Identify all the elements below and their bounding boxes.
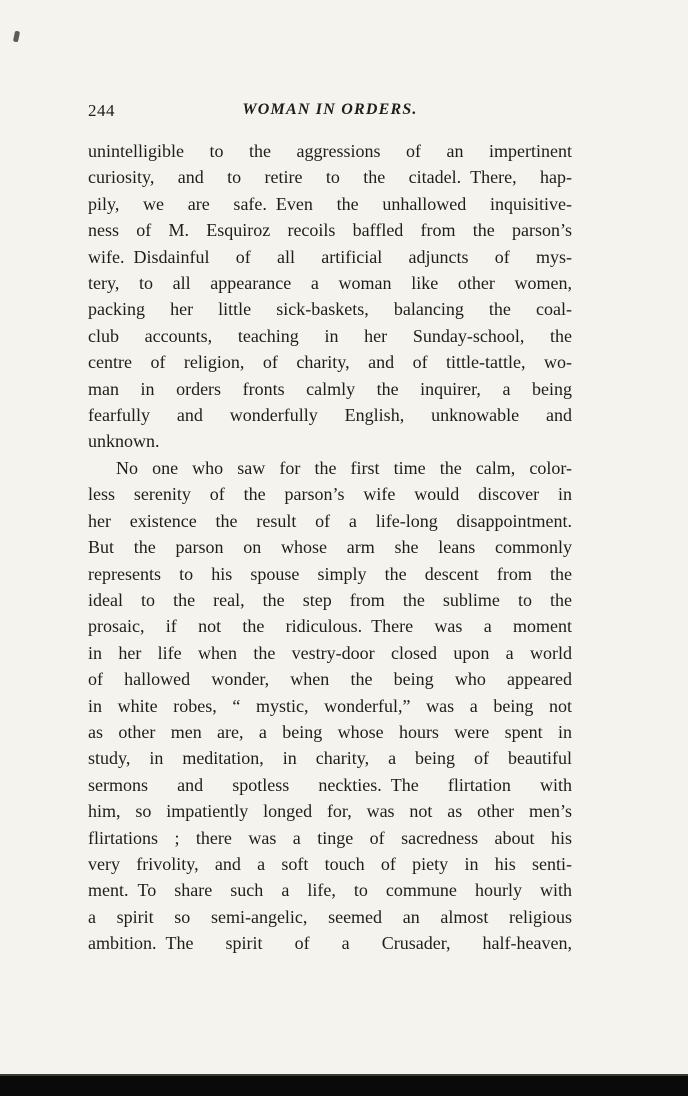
text-line: represents to his spouse simply the descent from the [88,563,572,584]
text-line: sermons and spotless neckties. The flirtation with [88,774,572,795]
text-line: less serenity of the parson’s wife would discover in [88,484,572,505]
text-line: man in orders fronts calmly the inquirer, a being [88,378,572,399]
text-line: her existence the result of a life-long disappointment. [88,510,572,531]
page-number: 244 [88,101,115,120]
text-line: ness of M. Esquiroz recoils baffled from the parson’s [88,220,572,241]
text-line: wife. Disdainful of all artificial adjuncts of mys- [88,246,572,267]
text-line: in her life when the vestry-door closed upon a world [88,642,572,663]
text-line: pily, we are safe. Even the unhallowed inquisitive- [88,193,572,214]
text-line: tery, to all appearance a woman like other women, [88,273,572,294]
running-head: WOMAN IN ORDERS. [242,101,418,118]
text-line: unintelligible to the aggressions of an impertinent [88,141,572,161]
scan-speck-artifact [13,31,20,43]
text-line: But the parson on whose arm she leans commonly [88,537,572,558]
page-body [88,138,572,957]
text-line: ambition. The spirit of a Crusader, half-heaven, [88,933,572,954]
text-line: flirtations ; there was a tinge of sacredness about his [88,827,572,848]
paragraph [88,138,572,455]
text-line: centre of religion, of charity, and of tittle-tattle, wo- [88,352,572,373]
paragraph [88,455,572,957]
text-line: ideal to the real, the step from the sublime to the [88,589,572,610]
text-line: in white robes, “ mystic, wonderful,” was a being not [88,695,572,716]
text-line: ment. To share such a life, to commune hourly with [88,880,572,901]
text-line: prosaic, if not the ridiculous. There was a moment [88,616,572,637]
text-line: study, in meditation, in charity, a being of beautiful [88,748,572,769]
text-line: fearfully and wonderfully English, unknowable and [88,405,572,426]
page-header [88,99,572,123]
text-line: club accounts, teaching in her Sunday-school, the [88,325,572,346]
text-line: unknown. [88,431,160,452]
text-line: a spirit so semi-angelic, seemed an almost religious [88,906,572,927]
text-line: very frivolity, and a soft touch of piety in his senti- [88,853,572,874]
text-line: No one who saw for the first time the calm, color- [116,457,572,478]
text-line: as other men are, a being whose hours were spent in [88,721,572,742]
scan-edge-artifact [0,1074,688,1096]
text-line: packing her little sick-baskets, balancing the coal- [88,299,572,320]
text-line: of hallowed wonder, when the being who appeared [88,669,572,690]
text-line: him, so impatiently longed for, was not as other men’s [88,801,572,822]
text-line: curiosity, and to retire to the citadel. There, hap- [88,167,572,188]
